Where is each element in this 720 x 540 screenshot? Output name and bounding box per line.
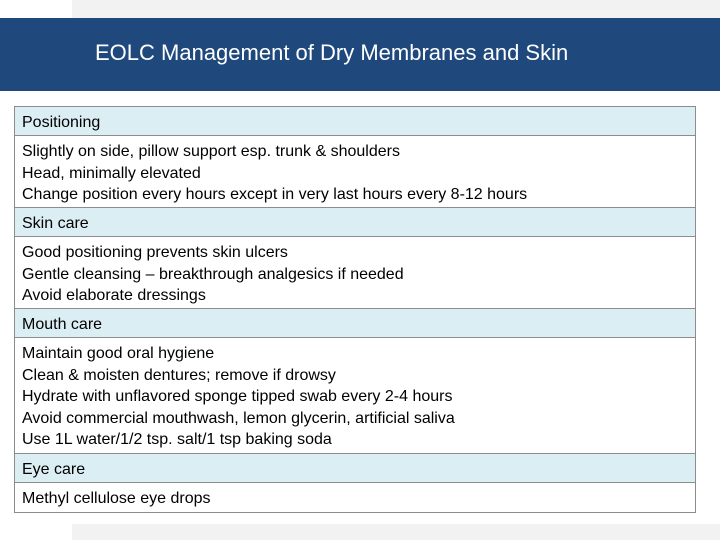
table-row: Avoid commercial mouthwash, lemon glycerin, artificial saliva bbox=[22, 409, 455, 427]
table-row: Hydrate with unflavored sponge tipped swab every 2-4 hours bbox=[22, 388, 453, 405]
background-strip-top bbox=[72, 0, 720, 18]
section-body-positioning bbox=[15, 136, 695, 208]
table-row: Gentle cleansing – breakthrough analgesics if needed bbox=[22, 265, 404, 283]
section-body-skin-care bbox=[15, 237, 695, 309]
table-row: Change position every hours except in very last hours every 8-12 hours bbox=[22, 186, 528, 203]
section-body-eye-care bbox=[15, 483, 695, 512]
section-heading-eye-care: Eye care bbox=[15, 454, 695, 483]
care-table bbox=[14, 106, 696, 513]
table-row: Maintain good oral hygiene bbox=[22, 345, 215, 362]
table-row: Methyl cellulose eye drops bbox=[22, 490, 211, 507]
section-body-mouth-care bbox=[15, 338, 695, 454]
section-heading-skin-care: Skin care bbox=[15, 208, 695, 237]
table-row: Avoid elaborate dressings bbox=[22, 287, 206, 304]
section-heading-mouth-care: Mouth care bbox=[15, 309, 695, 338]
background-strip-bottom bbox=[72, 524, 720, 540]
section-heading-positioning: Positioning bbox=[15, 107, 695, 136]
table-row: Head, minimally elevated bbox=[22, 164, 201, 182]
table-row: Clean & moisten dentures; remove if drowsy bbox=[22, 366, 336, 384]
table-row: Use 1L water/1/2 tsp. salt/1 tsp baking soda bbox=[22, 431, 332, 448]
table-row: Slightly on side, pillow support esp. trunk & shoulders bbox=[22, 143, 400, 160]
slide-title: EOLC Management of Dry Membranes and Skin bbox=[95, 40, 569, 65]
table-row: Good positioning prevents skin ulcers bbox=[22, 244, 288, 261]
